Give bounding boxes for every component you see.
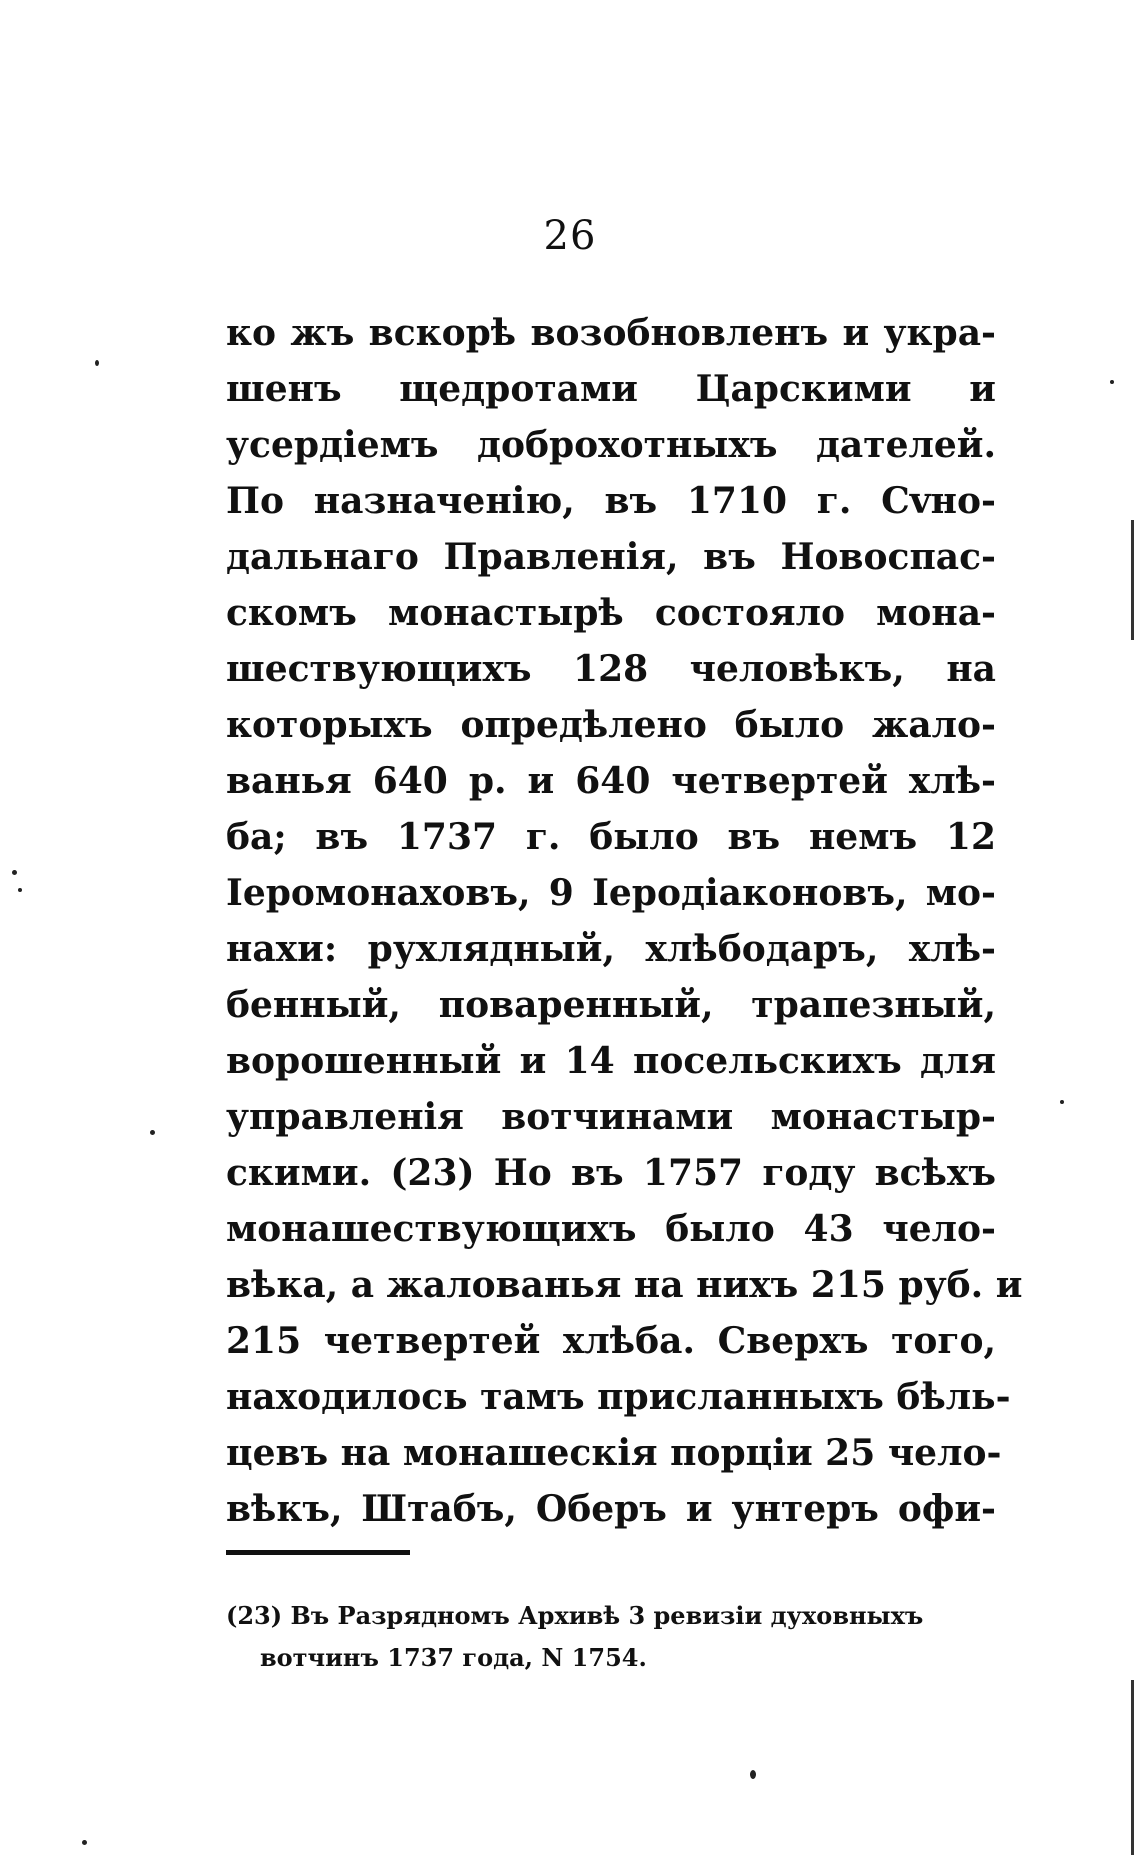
scan-speck — [82, 1840, 87, 1845]
scan-speck — [12, 870, 17, 875]
text-line: нахи: рухлядный, хлѣбодаръ, хлѣ- — [226, 928, 996, 970]
text-line: цевъ на монашескія порціи 25 чело- — [226, 1432, 1002, 1474]
scan-edge-line — [1131, 1680, 1134, 1855]
footnote-line: вотчинъ 1737 года, N 1754. — [260, 1643, 647, 1672]
text-line: которыхъ опредѣлено было жало- — [226, 704, 996, 746]
text-line: скими. (23) Но въ 1757 году всѣхъ — [226, 1152, 996, 1194]
footnote — [226, 1595, 1006, 1679]
text-line: усердіемъ доброхотныхъ дателей. — [226, 424, 996, 466]
footnote-line: (23) Въ Разрядномъ Архивѣ 3 ревизіи духовныхъ — [226, 1601, 924, 1630]
text-line: Іеромонаховъ, 9 Іеродіаконовъ, мо- — [226, 872, 996, 914]
text-line: шествующихъ 128 человѣкъ, на — [226, 648, 996, 690]
text-line: вѣкъ, Штабъ, Оберъ и унтеръ офи- — [226, 1488, 996, 1530]
scan-speck — [95, 360, 99, 366]
text-line: управленія вотчинами монастыр- — [226, 1096, 996, 1138]
text-line: находилось тамъ присланныхъ бѣль- — [226, 1376, 1011, 1418]
scan-speck — [750, 1770, 756, 1779]
body-text — [226, 305, 1023, 1537]
text-line: ба; въ 1737 г. было въ немъ 12 — [226, 816, 996, 858]
text-line: монашествующихъ было 43 чело- — [226, 1208, 996, 1250]
text-line: бенный, поваренный, трапезный, — [226, 984, 996, 1026]
scan-speck — [18, 888, 22, 892]
footnote-divider — [226, 1550, 410, 1555]
text-line: ко жъ вскорѣ возобновленъ и укра- — [226, 312, 996, 354]
scan-speck — [1110, 380, 1114, 384]
scan-speck — [150, 1130, 155, 1135]
text-line: вѣка, а жалованья на нихъ 215 руб. и — [226, 1264, 1023, 1306]
text-line: По назначенію, въ 1710 г. Сvно- — [226, 480, 996, 522]
scan-edge-line — [1131, 520, 1134, 640]
text-line: ворошенный и 14 посельскихъ для — [226, 1040, 996, 1082]
text-line: скомъ монастырѣ состояло мона- — [226, 592, 996, 634]
text-line: шенъ щедротами Царскими и — [226, 368, 996, 410]
text-line: дальнаго Правленія, въ Новоспас- — [226, 536, 996, 578]
scan-speck — [1060, 1100, 1064, 1104]
text-line: 215 четвертей хлѣба. Сверхъ того, — [226, 1320, 996, 1362]
text-line: ванья 640 р. и 640 четвертей хлѣ- — [226, 760, 996, 802]
page-number: 26 — [543, 213, 597, 259]
